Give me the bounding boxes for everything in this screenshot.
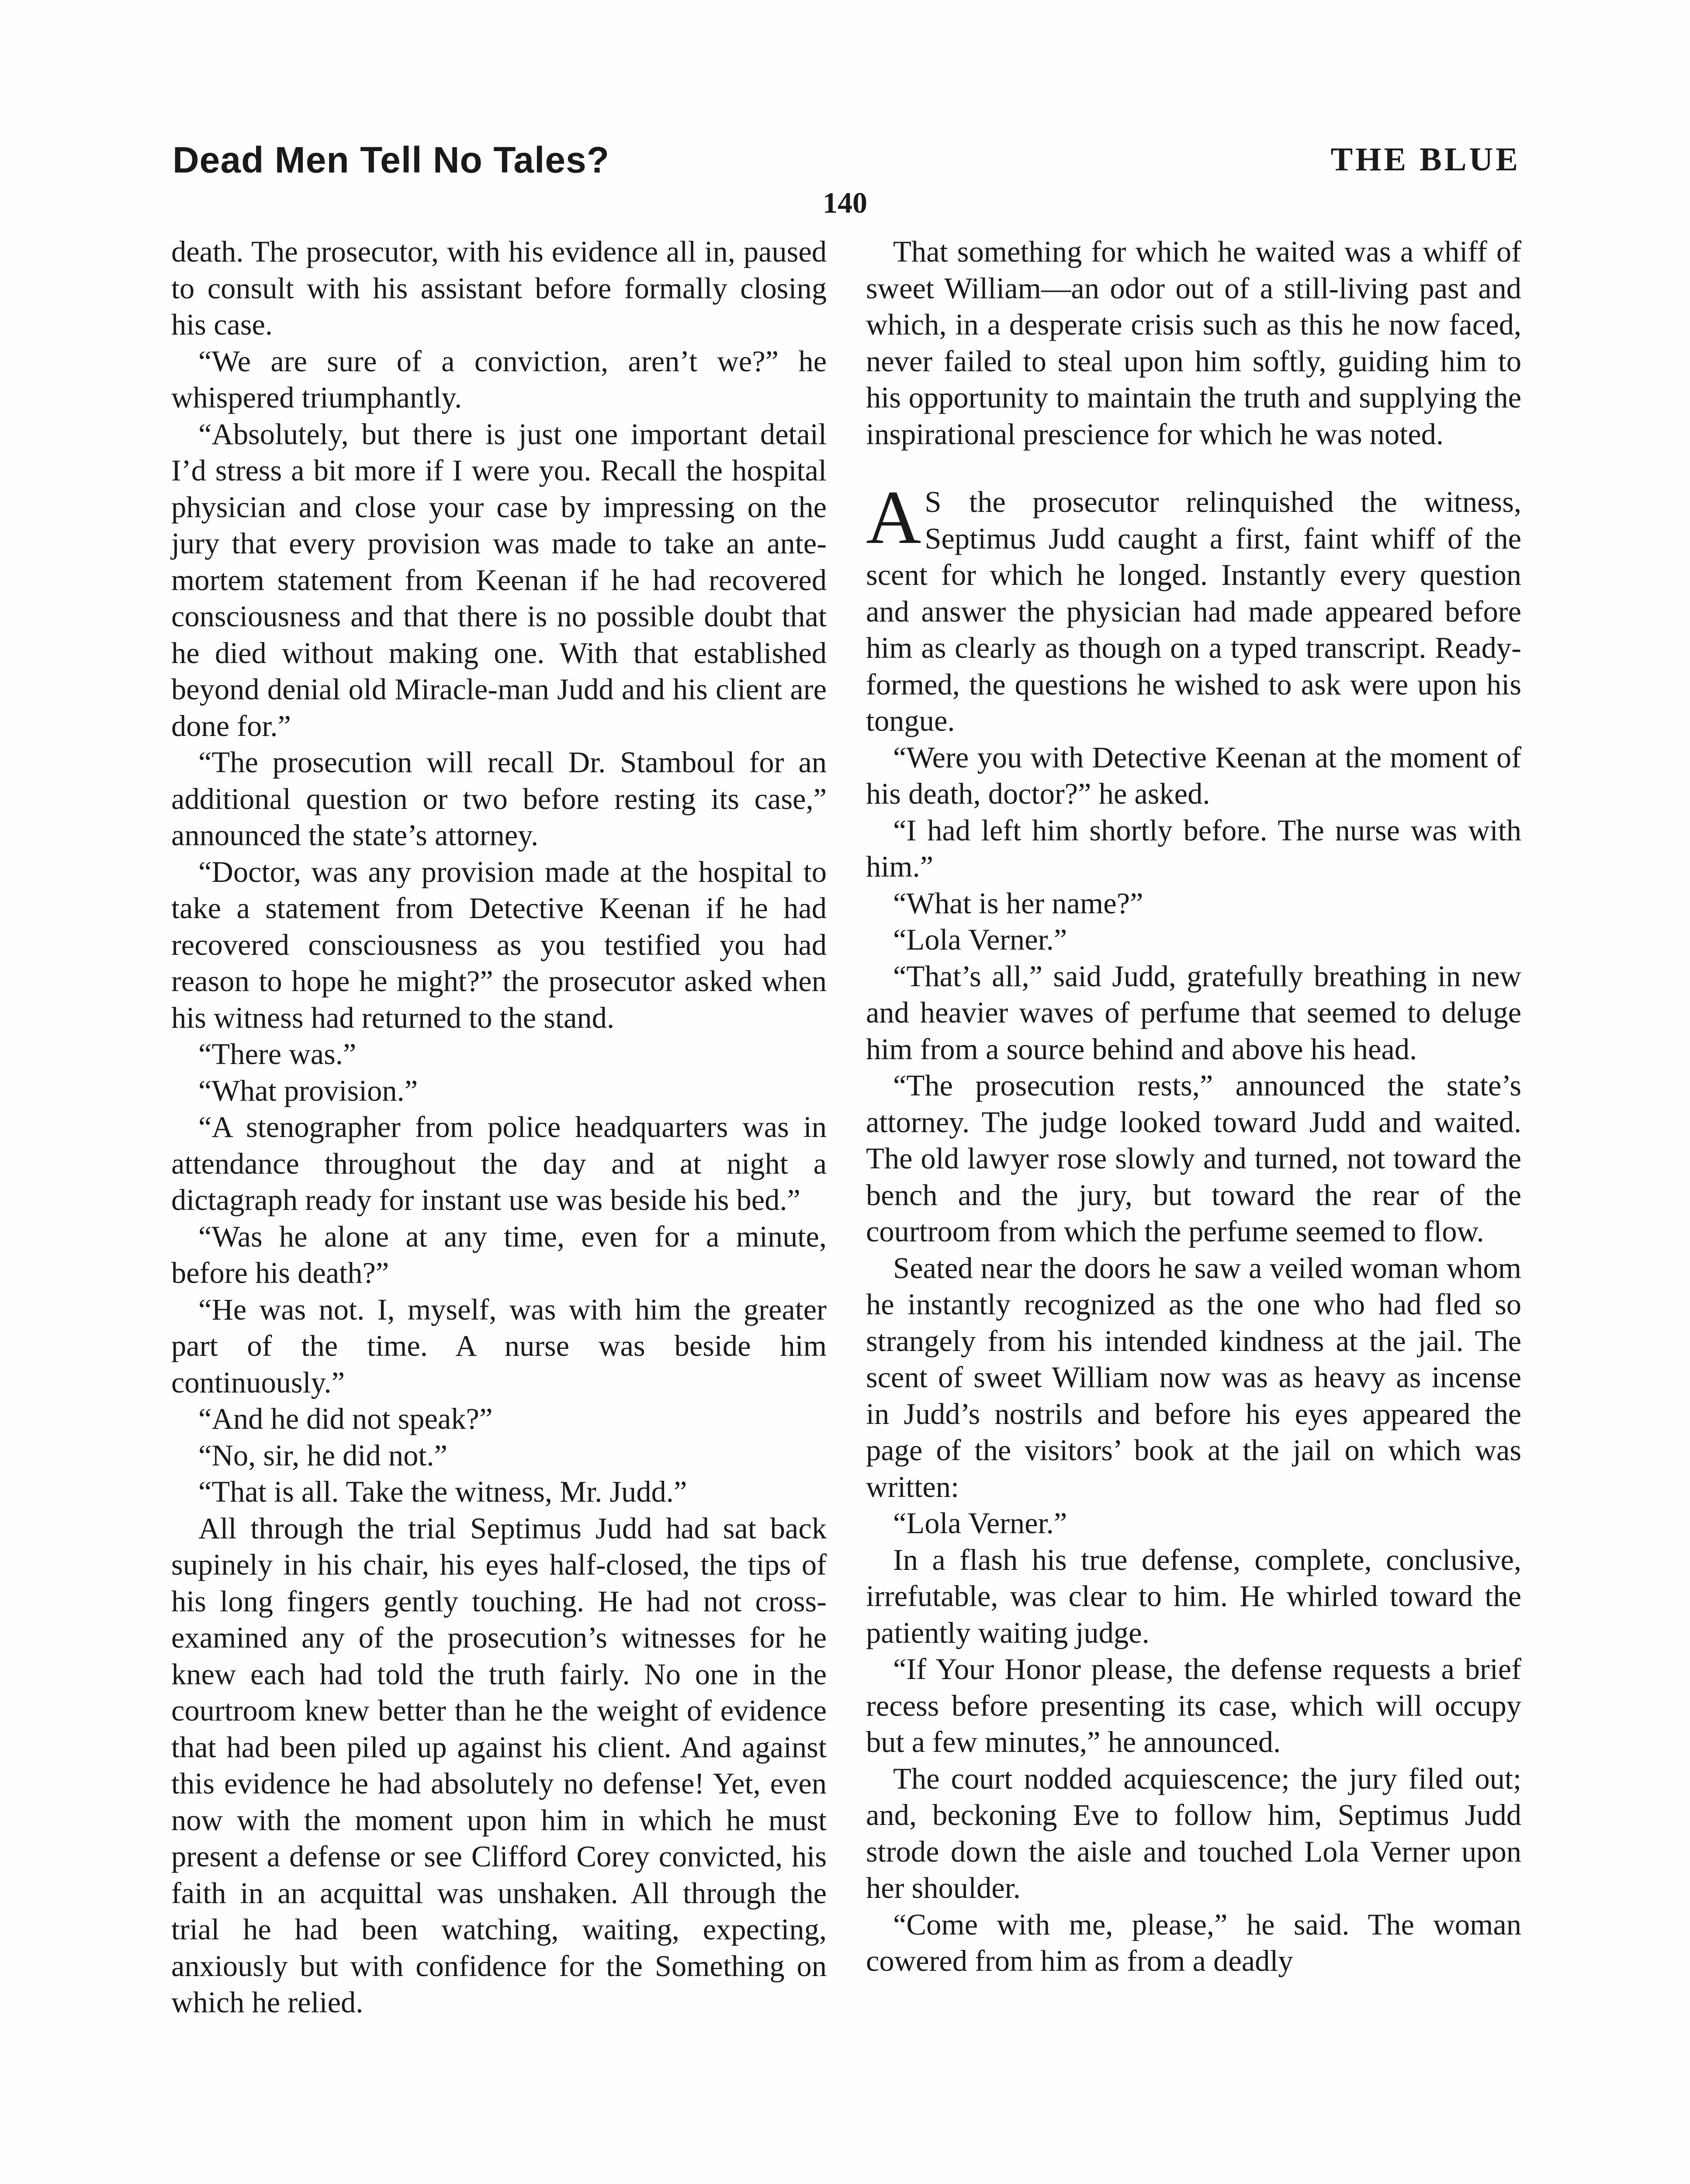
paragraph: “That’s all,” said Judd, gratefully breathing in new and heavier waves of perfume that seemed to deluge him from a source behind and above his head.	[866, 959, 1521, 1066]
paragraph: “Was he alone at any time, even for a minute, before his death?”	[171, 1220, 827, 1289]
story-title: Dead Men Tell No Tales?	[173, 139, 610, 180]
paragraph: “If Your Honor please, the defense requests a brief recess before presenting its case, which will occupy but a few minutes,” he announced.	[866, 1652, 1521, 1759]
paragraph: “Were you with Detective Keenan at the moment of his death, doctor?” he asked.	[866, 740, 1521, 810]
drop-cap: A	[866, 475, 921, 560]
paragraph: death. The prosecutor, with his evidence all in, paused to consult with his assistant before formally closing his case.	[171, 235, 827, 341]
paragraph: That something for which he waited was a whiff of sweet William—an odor out of a still-living past and which, in a desperate crisis such as this he now faced, never failed to steal upon him softly, guiding him to his opportunity to maintain the truth and supplying the inspirational prescience for which he was noted.	[866, 235, 1521, 451]
section-opening-paragraph	[866, 475, 1521, 740]
paragraph: All through the trial Septimus Judd had sat back supinely in his chair, his eyes half-closed, the tips of his long fingers gently touching. He had not cross-examined any of the prosecution’s witnesses for he knew each had told the truth fairly. No one in the courtroom knew better than he the weight of evidence that had been piled up against his client. And against this evidence he had absolutely no defense! Yet, even now with the moment upon him in which he must present a defense or see Clifford Corey convicted, his faith in an acquittal was unshaken. All through the trial he had been watching, waiting, expecting, anxiously but with confidence for the Something on which he relied.	[171, 1511, 827, 2019]
paragraph: “Lola Verner.”	[893, 923, 1067, 956]
paragraph: “Lola Verner.”	[893, 1507, 1067, 1540]
paragraph-text: the prosecutor relinquished the witness, Septimus Judd caught a first, faint whiff of the scent for which he longed. Instantly every question and answer the physician had made appeared before him as clearly as though on a typed transcript. Ready-formed, the questions he wished to ask were upon his tongue.	[866, 485, 1521, 737]
paragraph: “Absolutely, but there is just one important detail I’d stress a bit more if I were you. Recall the hospital physician and close your case by impressing on the jury that every provision was made to take an ante-mortem statement from Keenan if he had recovered consciousness and that there is no possible doubt that he died without making one. With that established beyond denial old Miracle-man Judd and his client are done for.”	[171, 417, 827, 743]
paragraph: “No, sir, he did not.”	[198, 1438, 447, 1472]
left-column	[171, 234, 827, 2021]
paragraph: “There was.”	[198, 1037, 357, 1071]
paragraph: The court nodded acquiescence; the jury filed out; and, beckoning Eve to follow him, Septimus Judd strode down the aisle and touched Lola Verner upon her shoulder.	[866, 1762, 1521, 1904]
page-number: 140	[823, 186, 867, 219]
paragraph: “And he did not speak?”	[198, 1402, 493, 1435]
paragraph: “A stenographer from police headquarters was in attendance throughout the day and at night a dictagraph ready for instant use was beside his bed.”	[171, 1110, 827, 1216]
paragraph: “The prosecution rests,” announced the state’s attorney. The judge looked toward Judd and waited. The old lawyer rose slowly and turned, not toward the bench and the jury, but toward the rear of the courtroom from which the perfume seemed to flow.	[866, 1069, 1521, 1248]
paragraph: “Come with me, please,” he said. The woman cowered from him as from a deadly	[866, 1908, 1521, 1977]
paragraph: “The prosecution will recall Dr. Stamboul for an additional question or two before resting its case,” announced the state’s attorney.	[171, 746, 827, 852]
paragraph: “He was not. I, myself, was with him the greater part of the time. A nurse was beside him continuously.”	[171, 1292, 827, 1399]
paragraph: Seated near the doors he saw a veiled woman whom he instantly recognized as the one who had fled so strangely from his intended kindness at the jail. The scent of sweet William now was as heavy as incense in Judd’s nostrils and before his eyes appeared the page of the visitors’ book at the jail on which was written:	[866, 1251, 1521, 1503]
paragraph: “What provision.”	[198, 1074, 418, 1107]
paragraph: “We are sure of a conviction, aren’t we?” he whispered triumphantly.	[171, 344, 827, 414]
paragraph: “Doctor, was any provision made at the hospital to take a statement from Detective Keenan if he had recovered consciousness as you testified you had reason to hope he might?” the prosecutor asked when his witness had returned to the stand.	[171, 855, 827, 1034]
paragraph: “What is her name?”	[893, 886, 1143, 920]
small-caps-lead: S	[925, 485, 942, 518]
paragraph: “I had left him shortly before. The nurse was with him.”	[866, 813, 1521, 883]
magazine-name: THE BLUE	[1330, 141, 1520, 178]
paragraph: “That is all. Take the witness, Mr. Judd.”	[198, 1475, 687, 1508]
paragraph: In a flash his true defense, complete, conclusive, irrefutable, was clear to him. He whirled toward the patiently waiting judge.	[866, 1543, 1521, 1649]
right-column	[866, 234, 1521, 1980]
